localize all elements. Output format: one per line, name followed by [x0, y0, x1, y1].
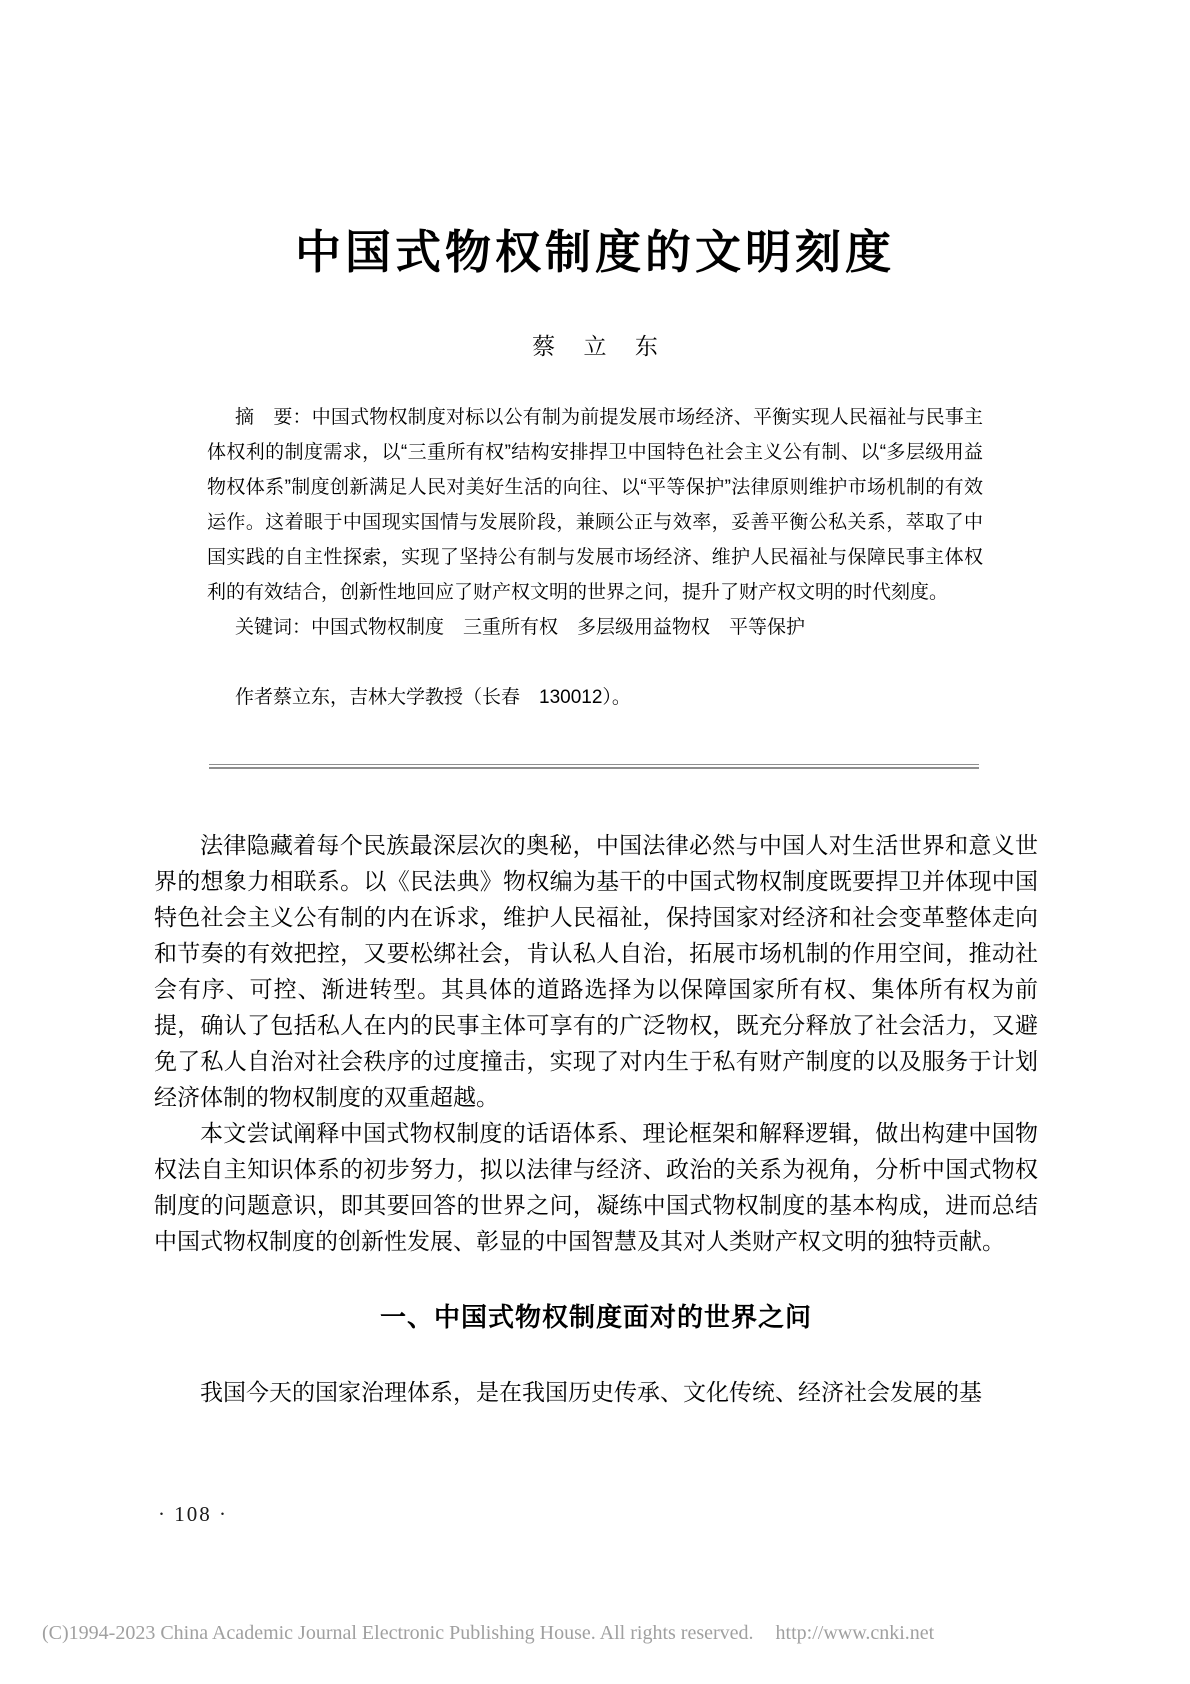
abstract-text: 中国式物权制度对标以公有制为前提发展市场经济、平衡实现人民福祉与民事主体权利的制度需求，以“三重所有权”结构安排捍卫中国特色社会主义公有制、以“多层级用益物权体系”制度创新满足人民对美好生活的向往、以“平等保护”法律原则维护市场机制的有效运作。这着眼于中国现实国情与发展阶段，兼顾公正与效率，妥善平衡公私关系，萃取了中国实践的自主性探索，实现了坚持公有制与发展市场经济、维护人民福祉与保障民事主体权利的有效结合，创新性地回应了财产权文明的世界之问，提升了财产权文明的时代刻度。: [207, 407, 983, 603]
keywords-text: 中国式物权制度 三重所有权 多层级用益物权 平等保护: [311, 617, 806, 638]
footer-url: http://www.cnki.net: [775, 1622, 935, 1644]
body-paragraph-1: 法律隐藏着每个民族最深层次的奥秘，中国法律必然与中国人对生活世界和意义世界的想象力相联系。以《民法典》物权编为基干的中国式物权制度既要捍卫并体现中国特色社会主义公有制的内在诉求，维护人民福祉，保持国家对经济和社会变革整体走向和节奏的有效把控，又要松绑社会，肯认私人自治，拓展市场机制的作用空间，推动社会有序、可控、渐进转型。其具体的道路选择为以保障国家所有权、集体所有权为前提，确认了包括私人在内的民事主体可享有的广泛物权，既充分释放了社会活力，又避免了私人自治对社会秩序的过度撞击，实现了对内生于私有财产制度的以及服务于计划经济体制的物权制度的双重超越。: [154, 832, 1038, 1110]
abstract-block: [207, 400, 983, 715]
keywords-label: 关键词：: [235, 617, 312, 638]
copyright-text: (C)1994-2023 China Academic Journal Electronic Publishing House. All rights reserved.: [42, 1622, 754, 1644]
copyright-footer: [42, 1622, 1162, 1645]
abstract-label: 摘 要：: [235, 407, 312, 428]
double-rule-divider: [209, 764, 979, 769]
article-author: 蔡 立 东: [532, 333, 658, 359]
author-note: 作者蔡立东，吉林大学教授（长春 130012）。: [235, 687, 631, 708]
article-body: [154, 827, 1038, 1410]
page-number: · 108 ·: [158, 1502, 228, 1526]
body-paragraph-2: 本文尝试阐释中国式物权制度的话语体系、理论框架和解释逻辑，做出构建中国物权法自主知识体系的初步努力，拟以法律与经济、政治的关系为视角，分析中国式物权制度的问题意识，即其要回答的世界之问，凝练中国式物权制度的基本构成，进而总结中国式物权制度的创新性发展、彰显的中国智慧及其对人类财产权文明的独特贡献。: [154, 1120, 1038, 1254]
article-title: 中国式物权制度的文明刻度: [295, 226, 895, 278]
body-paragraph-3: 我国今天的国家治理体系，是在我国历史传承、文化传统、经济社会发展的基: [200, 1379, 982, 1405]
section-heading-1: 一、中国式物权制度面对的世界之问: [379, 1302, 812, 1332]
keywords-paragraph: [207, 610, 983, 645]
abstract-paragraph: [207, 400, 983, 610]
